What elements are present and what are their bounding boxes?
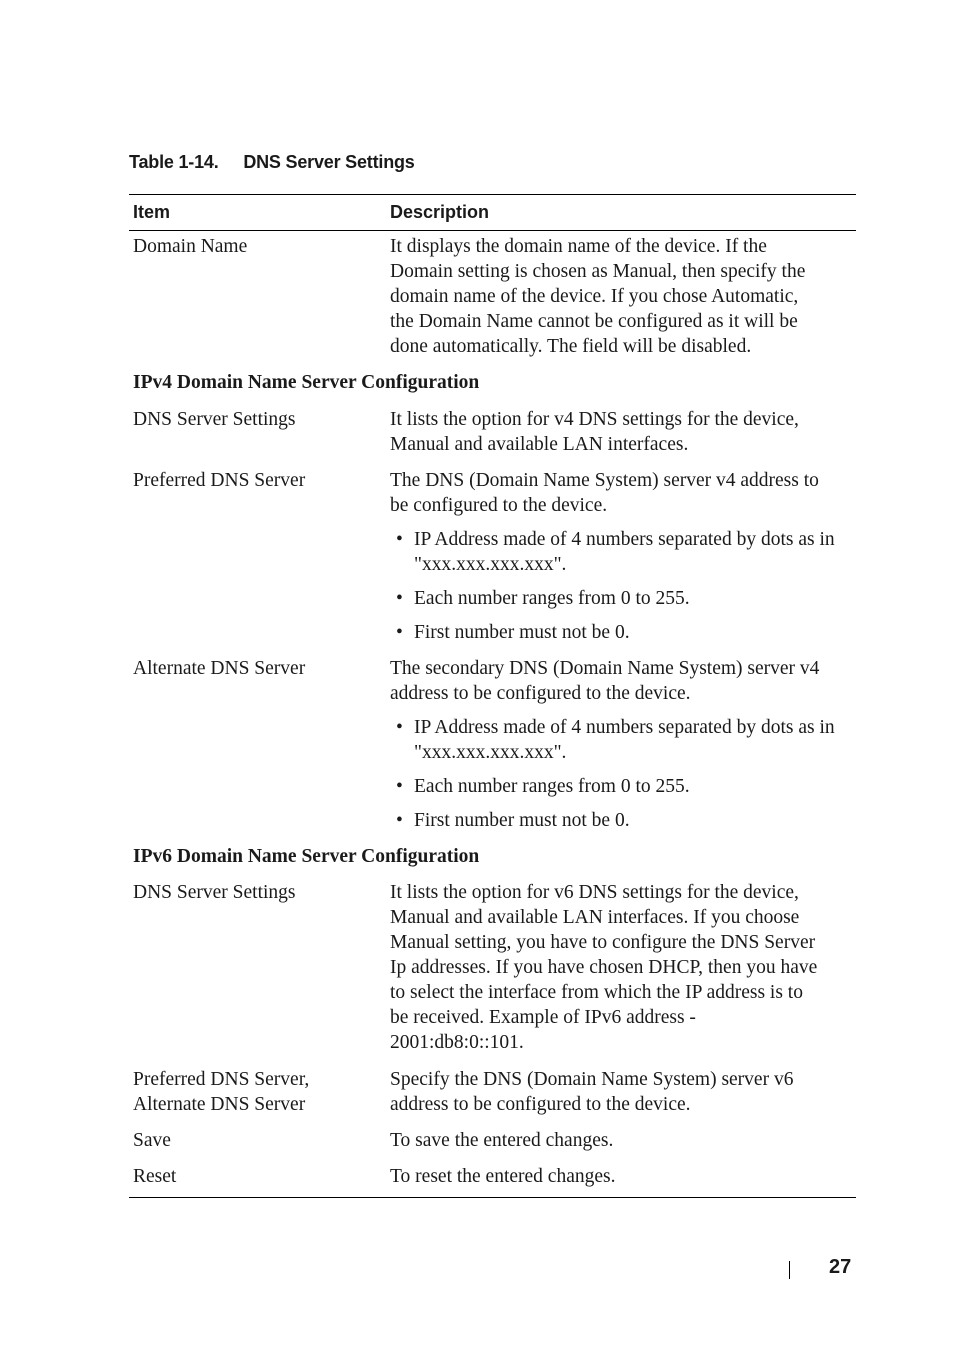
header-item: Item bbox=[133, 202, 171, 222]
desc-line: It lists the option for v4 DNS settings for the device, bbox=[390, 409, 799, 430]
description-cell bbox=[386, 656, 852, 833]
bullet-line: "xxx.xxx.xxx.xxx". bbox=[414, 742, 567, 763]
bullet-item bbox=[390, 620, 852, 645]
desc-line: Manual and available LAN interfaces. If you choose bbox=[390, 907, 800, 928]
section-heading-ipv6: IPv6 Domain Name Server Configuration bbox=[133, 846, 480, 867]
description-cell bbox=[386, 880, 852, 1055]
desc-line: done automatically. The field will be disabled. bbox=[390, 336, 752, 357]
item-cell: Alternate DNS Server bbox=[133, 658, 306, 679]
table-number: Table 1-14. bbox=[129, 152, 219, 172]
description-cell bbox=[386, 468, 852, 645]
bullet-icon: • bbox=[396, 776, 403, 797]
table-row-v4-preferred-dns bbox=[129, 468, 856, 645]
page-number: 27 bbox=[829, 1256, 852, 1278]
table-row-reset bbox=[129, 1164, 856, 1189]
table-title: DNS Server Settings bbox=[243, 152, 415, 172]
desc-line: It lists the option for v6 DNS settings for the device, bbox=[390, 882, 799, 903]
desc-line: Domain setting is chosen as Manual, then specify the bbox=[390, 261, 806, 282]
table-row-save bbox=[129, 1128, 856, 1153]
item-line: Alternate DNS Server bbox=[133, 1094, 306, 1115]
desc-line: address to be configured to the device. bbox=[390, 1094, 691, 1115]
description-cell: To save the entered changes. bbox=[390, 1130, 614, 1151]
desc-line: domain name of the device. If you chose Automatic, bbox=[390, 286, 799, 307]
bullet-line: First number must not be 0. bbox=[414, 622, 630, 643]
table-row-v6-preferred-alternate-dns bbox=[129, 1067, 856, 1117]
description-cell bbox=[386, 407, 852, 457]
table-row-domain-name bbox=[129, 234, 856, 359]
bullet-line: First number must not be 0. bbox=[414, 810, 630, 831]
folio-divider bbox=[789, 1261, 790, 1279]
bullet-item bbox=[390, 808, 852, 833]
bullet-item bbox=[390, 774, 852, 799]
desc-line: It displays the domain name of the device. If the bbox=[390, 236, 767, 257]
dns-settings-table bbox=[129, 194, 856, 1198]
item-cell: Save bbox=[133, 1130, 171, 1151]
item-cell: DNS Server Settings bbox=[133, 409, 296, 430]
description-cell: To reset the entered changes. bbox=[390, 1166, 616, 1187]
item-cell bbox=[129, 1067, 386, 1117]
desc-line: Manual and available LAN interfaces. bbox=[390, 434, 689, 455]
desc-line: to select the interface from which the IP address is to bbox=[390, 982, 803, 1003]
item-cell: Reset bbox=[133, 1166, 177, 1187]
item-cell: DNS Server Settings bbox=[133, 882, 296, 903]
desc-line: the Domain Name cannot be configured as it will be bbox=[390, 311, 798, 332]
desc-line: Manual setting, you have to configure the DNS Server bbox=[390, 932, 816, 953]
bullet-line: "xxx.xxx.xxx.xxx". bbox=[414, 554, 567, 575]
table-header-row bbox=[129, 195, 856, 231]
description-cell bbox=[386, 1067, 852, 1117]
desc-line: Specify the DNS (Domain Name System) server v6 bbox=[390, 1069, 794, 1090]
bullet-icon: • bbox=[396, 717, 403, 738]
table-caption bbox=[129, 152, 415, 173]
desc-line: Ip addresses. If you have chosen DHCP, then you have bbox=[390, 957, 818, 978]
table-row-v4-dns-server-settings bbox=[129, 407, 856, 457]
bullet-item bbox=[390, 715, 852, 765]
desc-line: be configured to the device. bbox=[390, 495, 608, 516]
bullet-line: Each number ranges from 0 to 255. bbox=[414, 776, 690, 797]
section-heading-ipv4: IPv4 Domain Name Server Configuration bbox=[133, 372, 480, 393]
bullet-line: IP Address made of 4 numbers separated by dots as in bbox=[414, 529, 835, 550]
bullet-icon: • bbox=[396, 622, 403, 643]
table-row-v6-dns-server-settings bbox=[129, 880, 856, 1055]
bullet-line: IP Address made of 4 numbers separated by dots as in bbox=[414, 717, 835, 738]
desc-line: address to be configured to the device. bbox=[390, 683, 691, 704]
bullet-item bbox=[390, 527, 852, 577]
item-line: Preferred DNS Server, bbox=[133, 1069, 310, 1090]
item-cell: Domain Name bbox=[133, 236, 248, 257]
header-description: Description bbox=[390, 202, 490, 222]
desc-line: The secondary DNS (Domain Name System) server v4 bbox=[390, 658, 820, 679]
desc-line: The DNS (Domain Name System) server v4 address to bbox=[390, 470, 819, 491]
description-cell bbox=[386, 234, 852, 359]
item-cell: Preferred DNS Server bbox=[133, 470, 306, 491]
bullet-line: Each number ranges from 0 to 255. bbox=[414, 588, 690, 609]
bullet-icon: • bbox=[396, 810, 403, 831]
bullet-icon: • bbox=[396, 529, 403, 550]
bullet-icon: • bbox=[396, 588, 403, 609]
table-row-v4-alternate-dns bbox=[129, 656, 856, 833]
desc-line: be received. Example of IPv6 address - bbox=[390, 1007, 696, 1028]
desc-line: 2001:db8:0::101. bbox=[390, 1032, 524, 1053]
bullet-item bbox=[390, 586, 852, 611]
